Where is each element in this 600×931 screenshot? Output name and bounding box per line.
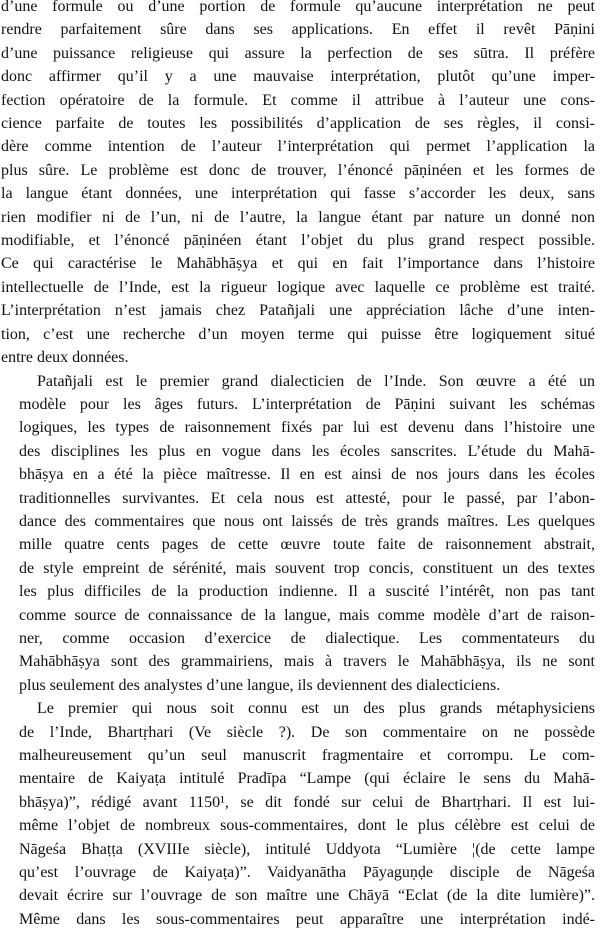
text-line: de style empreint de sérénité, mais souvent trop concis, constituent un des textes: [19, 559, 595, 577]
text-line: plus seulement des analystes d’une langue, ils deviennent des dialecticiens.: [19, 676, 501, 694]
paragraph-2: [1, 370, 595, 698]
text-line: rendre parfaitement sûre dans ses applications. En effet il revêt Pāṇini: [1, 21, 595, 39]
text-line: cience parfaite de toutes les possibilités d’application de ses règles, il consi-: [1, 115, 595, 133]
text-line: L’interprétation n’est jamais chez Patañjali une appréciation lâche d’une inten-: [1, 302, 595, 320]
text-line: même l’objet de nombreux sous-commentaires, dont le plus célèbre est celui de: [19, 817, 595, 835]
text-line: entre deux données.: [1, 349, 129, 367]
text-line: Même dans les sous-commentaires peut apparaître une interprétation indé-: [19, 910, 595, 928]
text-line: modèle pour les âges futurs. L’interprétation de Pāṇini suivant les schémas: [19, 395, 595, 413]
text-line: bhāṣya)”, rédigé avant 1150¹, se dit fondé sur celui de Bhartṛhari. Il est lui-: [19, 793, 595, 811]
text-line: ner, comme occasion d’exercice de dialectique. Les commentateurs du: [19, 629, 595, 647]
text-line: mentaire de Kaiyaṭa intitulé Pradīpa “Lampe (qui éclaire le sens du Mahā-: [19, 770, 595, 788]
text-line: d’une formule ou d’une portion de formule qu’aucune interprétation ne peut: [1, 0, 595, 15]
text-line: de l’Inde, Bhartṛhari (Ve siècle ?). De son commentaire on ne possède: [19, 723, 595, 741]
text-line: fection opératoire de la formule. Et comme il attribue à l’auteur une cons-: [1, 91, 595, 109]
text-line: bhāṣya en a été la pièce maîtresse. Il en est ainsi de nos jours dans les écoles: [19, 466, 595, 484]
paragraph-1: [1, 0, 595, 370]
text-line: plus sûre. Le problème est donc de trouver, l’énoncé pāṇinéen et les formes de: [1, 161, 595, 179]
text-line: mille quatre cents pages de cette œuvre toute faite de raisonnement abstrait,: [19, 536, 595, 554]
text-line: devait écrire sur l’ouvrage de son maître une Chāyā “Eclat (de la dite lumière)”.: [19, 887, 595, 905]
text-line: Nāgeśa Bhaṭṭa (XVIIIe siècle), intitulé Uddyota “Lumière ¦(de cette lampe: [19, 840, 595, 858]
paragraph-3: [1, 697, 595, 931]
text-line: la langue étant données, une interprétation qui fasse s’accorder les deux, sans: [1, 185, 595, 203]
text-line: logiques, les types de raisonnement fixés par lui est devenu dans l’histoire une: [19, 419, 595, 437]
text-line: rien modifier ni de l’un, ni de l’autre, la langue étant par nature un donné non: [1, 208, 595, 226]
text-line: modifiable, et l’énoncé pāṇinéen étant l’objet du plus grand respect possible.: [1, 232, 595, 250]
text-line: Le premier qui nous soit connu est un des plus grands métaphysiciens: [37, 700, 595, 718]
text-line: tion, c’est une recherche d’un moyen terme qui puisse être logiquement situé: [1, 325, 595, 343]
text-line: malheureusement qu’un seul manuscrit fragmentaire et corrompu. Le com-: [19, 747, 595, 764]
text-line: des disciplines les plus en vogue dans les écoles sanscrites. L’étude du Mahā-: [19, 442, 595, 460]
text-line: dère comme intention de l’auteur l’interprétation qui permet l’application la: [1, 138, 595, 156]
text-line: comme source de connaissance de la langue, mais comme modèle d’art de raison-: [19, 606, 595, 624]
text-line: les plus difficiles de la production indienne. Il a suscité l’intérêt, non pas tant: [19, 583, 595, 601]
text-line: d’une puissance religieuse qui assure la perfection de ses sūtra. Il préfère: [1, 44, 595, 62]
text-line: donc affirmer qu’il y a une mauvaise interprétation, plutôt qu’une imper-: [1, 68, 595, 86]
text-line: dance des commentaires que nous ont laissés de très grands maîtres. Les quelques: [19, 512, 595, 530]
text-line: Mahābhāṣya sont des grammairiens, mais à travers le Mahābhāṣya, ils ne sont: [19, 653, 595, 671]
text-line: traditionnelles survivantes. Et cela nous est attesté, pour le passé, par l’abon-: [19, 489, 595, 507]
text-line: qu’est l’ouvrage de Kaiyaṭa)”. Vaidyanātha Pāyaguṇḍe disciple de Nāgeśa: [19, 864, 595, 882]
text-line: Patañjali est le premier grand dialecticien de l’Inde. Son œuvre a été un: [37, 372, 595, 390]
text-line: Ce qui caractérise le Mahābhāṣya et qui en fait l’importance dans l’histoire: [1, 255, 595, 273]
text-line: intellectuelle de l’Inde, est la rigueur logique avec laquelle ce problème est traité.: [1, 278, 595, 296]
